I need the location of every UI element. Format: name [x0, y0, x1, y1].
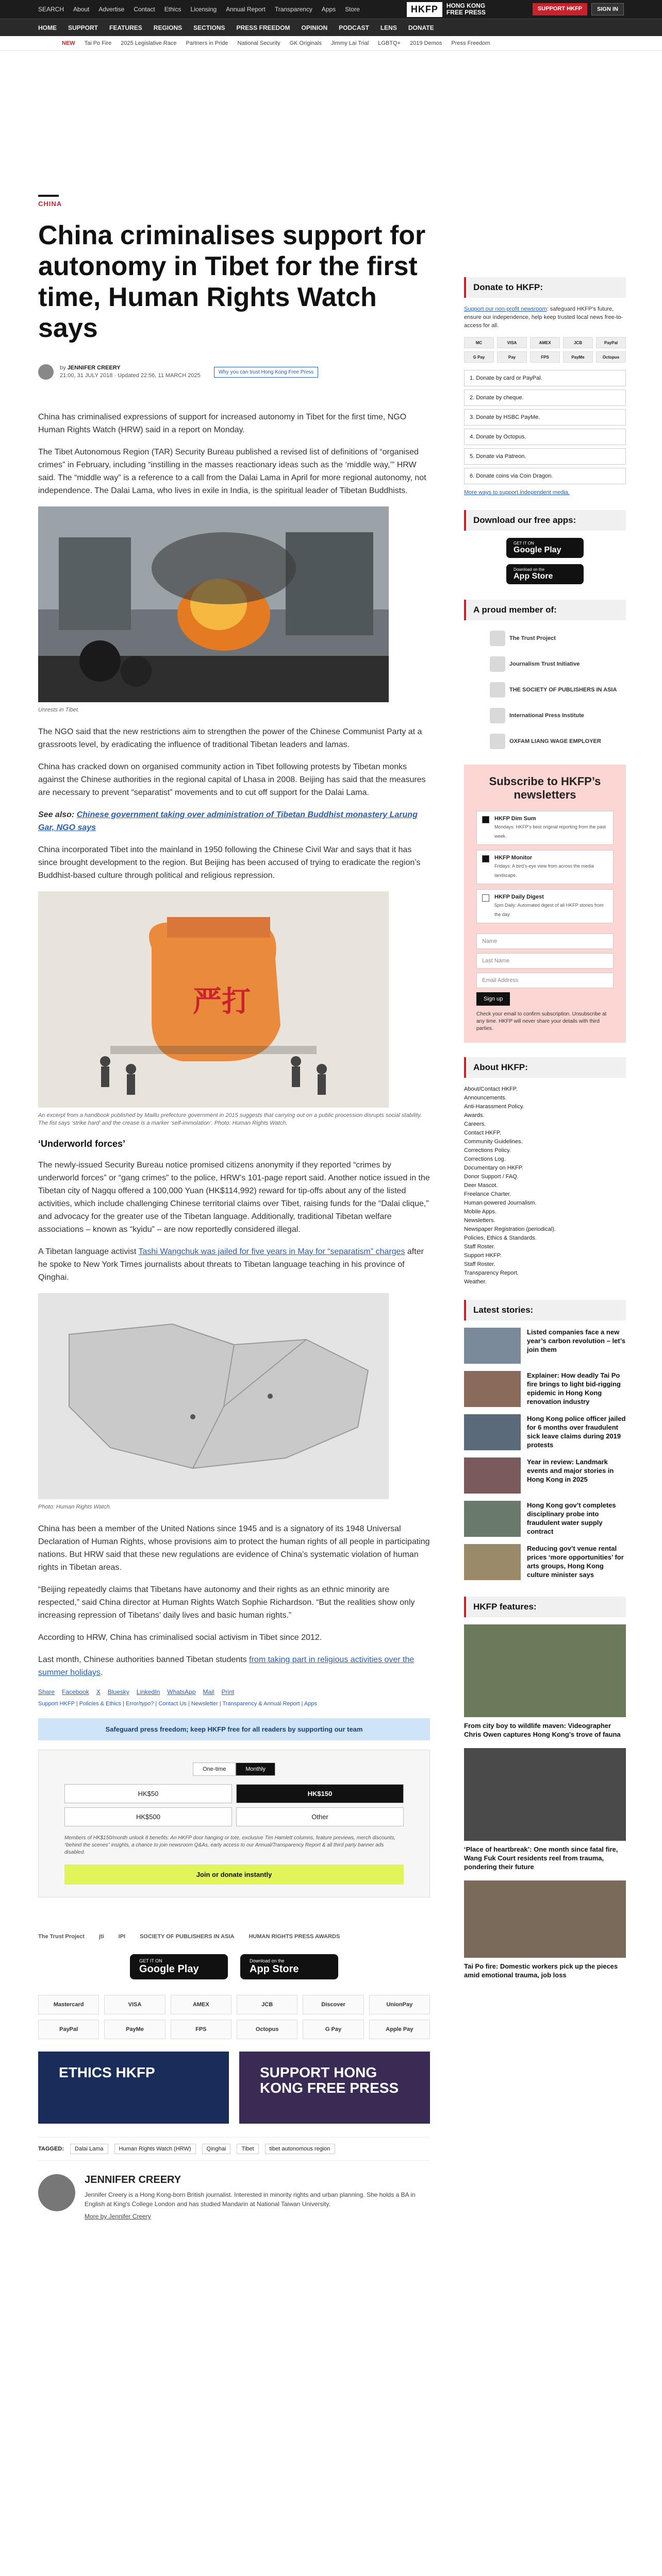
about-item[interactable]: Mobile Apps. — [464, 1209, 496, 1215]
email-field[interactable]: Email Address — [476, 973, 614, 988]
about-item[interactable]: Careers. — [464, 1121, 486, 1127]
story-title: Reducing gov’t venue rental prices ‘more opportunities’ for arts groups, Hong Kong culture minister says — [527, 1545, 624, 1579]
logo-mark: HKFP — [407, 2, 442, 17]
amount-option[interactable]: HK$500 — [64, 1807, 232, 1826]
donate-option[interactable]: 6. Donate coins via Coin Dragon. — [464, 468, 626, 484]
donate-text — [464, 305, 626, 330]
paragraph: China has been a member of the United Nations since 1945 and is a signatory of its 1948 Universal Declaration of Human Rights, whose provisions aim to protect the human rights of all people in participating nations. But HRW said that these new regulations are evidence of China’s systematic violation of human rights in Tibetan areas. — [38, 1524, 430, 1572]
sidebar — [464, 277, 626, 1989]
trending-item[interactable]: LGBTQ+ — [378, 40, 401, 46]
share-x[interactable]: X — [96, 1688, 101, 1696]
donate-option[interactable]: 5. Donate via Patreon. — [464, 448, 626, 465]
sopa-logo[interactable]: SOCIETY OF PUBLISHERS IN ASIA — [140, 1934, 235, 1940]
paragraph: China has cracked down on organised community action in Tibet following protests by Tibetan monks against the Chinese authorities in the regional capital of Lhasa in 2008. Beijing has said that the measures are necessary to prevent “separatist” movements and to cut off support for the Dalai Lama. — [38, 762, 426, 797]
features-title: HKFP features: — [464, 1597, 626, 1617]
share-whatsapp[interactable]: WhatsApp — [167, 1688, 196, 1696]
sidebar-google-play[interactable] — [506, 538, 584, 558]
about-link[interactable]: About — [73, 6, 90, 13]
sign-in-button[interactable]: SIGN IN — [591, 3, 624, 15]
share-bluesky[interactable]: Bluesky — [107, 1688, 129, 1696]
newsletter-option[interactable] — [476, 811, 614, 845]
tag-item[interactable]: Dalai Lama — [70, 2144, 108, 2154]
feature-title: From city boy to wildlife maven: Videographer Chris Owen captures Hong Kong’s trove of fauna — [464, 1722, 621, 1738]
newsletter-signup — [464, 765, 626, 1043]
story-title: Year in review: Landmark events and major stories in Hong Kong in 2025 — [527, 1458, 614, 1483]
nav-sections[interactable]: SECTIONS — [193, 24, 225, 31]
google-play-label: Google Play — [139, 1963, 199, 1975]
support-hkfp-button[interactable]: SUPPORT HKFP — [533, 3, 587, 15]
story-title: Hong Kong police officer jailed for 6 months over fraudulent sick leave claims during 2019 protests — [527, 1415, 626, 1449]
member-benefits: Members of HK$150/month unlock 8 benefits: An HKFP door hanging or tote, exclusive Tim Hamlett columns, feature previews, merch discounts, “behind the scenes” insights, a chance to join newsroom Q&As, early access to our Annual/Transparency Report & all third party banner ads disabled. — [64, 1835, 396, 1855]
share-facebook[interactable]: Facebook — [62, 1688, 89, 1696]
feature-title: ‘Place of heartbreak’: One month since fatal fire, Wang Fuk Court residents reel from trauma, pondering their future — [464, 1845, 618, 1871]
share-label: Share — [38, 1688, 55, 1696]
map-caption: Photo: Human Rights Watch. — [38, 1504, 111, 1510]
promo-banners — [38, 2052, 430, 2124]
story-title: Hong Kong gov’t completes disciplinary probe into fraudulent water supply contract — [527, 1501, 616, 1535]
trending-item[interactable]: National Security — [237, 40, 280, 46]
nav-regions[interactable]: REGIONS — [153, 24, 183, 31]
new-badge: NEW — [62, 40, 75, 46]
share-linkedin[interactable]: LinkedIn — [136, 1688, 160, 1696]
licensing-link[interactable]: Licensing — [190, 6, 217, 13]
about-item[interactable]: Policies, Ethics & Standards. — [464, 1235, 537, 1241]
photo-illustration — [38, 506, 389, 702]
jti-logo[interactable]: jti — [98, 1934, 104, 1940]
nav-features[interactable]: FEATURES — [109, 24, 142, 31]
tag-item[interactable]: Qinghai — [202, 2144, 231, 2154]
trending-item[interactable]: Press Freedom — [451, 40, 490, 46]
checkbox-icon[interactable] — [482, 816, 489, 823]
member-item[interactable] — [490, 708, 626, 723]
name-field[interactable]: Name — [476, 934, 614, 949]
app-store-small: Download on the — [250, 1958, 285, 1963]
about-item[interactable]: Freelance Charter. — [464, 1191, 511, 1197]
about-item[interactable]: About/Contact HKFP. — [464, 1086, 518, 1092]
apps-title: Download our free apps: — [464, 510, 626, 531]
app-store-label: App Store — [250, 1963, 299, 1975]
oxfam-icon — [490, 734, 505, 749]
trending-item[interactable]: 2025 Legislative Race — [121, 40, 177, 46]
store-link[interactable]: Store — [345, 6, 360, 13]
story-thumbnail — [464, 1544, 521, 1580]
feature-image — [464, 1748, 626, 1841]
amount-option-selected[interactable]: HK$150 — [236, 1784, 404, 1803]
donate-text-body: : safeguard HKFP’s future, ensure our independence, help keep trusted local news free-to-access for all. — [464, 306, 623, 329]
amount-option[interactable]: HK$50 — [64, 1784, 232, 1803]
paypal-icon: PayPal — [38, 2020, 99, 2039]
about-item[interactable]: Anti-Harassment Policy. — [464, 1104, 524, 1110]
publish-dates: 21:00, 31 JULY 2018 · Updated 22:56, 11 MARCH 2025 — [60, 372, 201, 379]
google-play-small: GET IT ON — [139, 1958, 162, 1963]
amount-option-other[interactable]: Other — [236, 1807, 404, 1826]
tag-item[interactable]: Tibet — [237, 2144, 258, 2154]
frequency-toggle — [64, 1762, 404, 1776]
nav-lens[interactable]: LENS — [380, 24, 397, 31]
donate-banner[interactable]: Safeguard press freedom; keep HKFP free for all readers by supporting our team — [38, 1718, 430, 1740]
paragraph: According to HRW, China has criminalised social activism in Tibet since 2012. — [38, 1633, 322, 1642]
map-illustration — [38, 1293, 389, 1499]
share-row — [38, 1688, 430, 1696]
feature-item[interactable] — [464, 1748, 626, 1871]
app-store-label: App Store — [514, 572, 553, 581]
feature-image — [464, 1880, 626, 1958]
story-item[interactable] — [464, 1501, 626, 1537]
annual-report-link[interactable]: Annual Report — [226, 6, 266, 13]
member-label: The Trust Project — [509, 635, 556, 641]
about-item[interactable]: Documentary on HKFP. — [464, 1165, 523, 1171]
newsletter-desc: 5pm Daily: Automated digest of all HKFP stories from the day. — [494, 903, 604, 917]
unionpay-icon: UnionPay — [369, 1995, 430, 2014]
story-title: Listed companies face a new year’s carbon revolution – let’s join them — [527, 1328, 625, 1353]
apps-link[interactable]: Apps — [321, 6, 336, 13]
paragraph: The newly-issued Security Bureau notice promised citizens anonymity if they reported “crimes by underworld forces” or “gang crimes” to the police, HRW’s 101-page report said. Another notice issued in the Tibetan city of Nagqu offered a 100,000 Yuan (HK$114,992) reward for tip-offs about any of the listed activities, which include challenging Chinese territorial claims over Tibet, raising funds for the “Dalai clique,” and advocacy for the greater use of the Tibetan language. Additionally, traditional Tibetan welfare associations – known as “kyidu” – are now reportedly considered illegal. — [38, 1161, 430, 1234]
about-item[interactable]: Newspaper Registration (periodical). — [464, 1226, 556, 1232]
article-headline: China criminalises support for autonomy in Tibet for the first time, Human Rights Watch says — [38, 221, 426, 343]
paragraph: The Tibet Autonomous Region (TAR) Security Bureau published a revised list of definitions of “organised crimes” in February, including “instilling in the masses reactionary ideas such as the ‘middle way,’” HRW said. The “middle way” is a reference to a call from the Dalai Lama in April for more regional autonomy, not independence. The Dalai Lama, who lives in exile in India, is the spiritual leader of Tibetan Buddhists. — [38, 448, 426, 495]
ethics-promo[interactable]: ETHICS HKFP — [38, 2052, 229, 2124]
top-actions — [533, 3, 624, 15]
donate-widget — [38, 1750, 430, 1897]
member-label: OXFAM LIANG WAGE EMPLOYER — [509, 738, 601, 744]
member-item[interactable] — [490, 682, 626, 698]
nav-opinion[interactable]: OPINION — [301, 24, 328, 31]
discover-icon: Discover — [303, 1995, 363, 2014]
support-promo[interactable]: SUPPORT HONG KONG FREE PRESS — [239, 2052, 430, 2124]
paragraph: China has criminalised expressions of support for increased autonomy in Tibet for the first time, NGO Human Rights Watch (HRW) said in a report on Monday. — [38, 413, 407, 434]
paragraph-text: . — [100, 1668, 103, 1677]
poster-chinese-text: 严打 — [193, 985, 251, 1019]
trending-item[interactable]: Tai Po Fire — [84, 40, 112, 46]
paragraph — [38, 1653, 430, 1679]
author-name[interactable]: JENNIFER CREERY — [67, 365, 121, 371]
ipi-icon — [490, 708, 505, 723]
trending-item[interactable]: Jimmy Lai Trial — [330, 40, 369, 46]
search-link[interactable]: SEARCH — [38, 6, 64, 13]
feature-image — [464, 1624, 626, 1717]
newsletter-title: Subscribe to HKFP’s newsletters — [489, 775, 601, 801]
about-item[interactable]: Staff Roster. — [464, 1244, 495, 1250]
octopus-icon: Octopus — [596, 351, 626, 363]
trending-item[interactable]: 2019 Demos — [410, 40, 442, 46]
tags-row — [38, 2137, 430, 2161]
story-title: Explainer: How deadly Tai Po fire brings to light bid-rigging epidemic in Hong Kong renovation industry — [527, 1371, 621, 1405]
paypal-icon: PayPal — [596, 337, 626, 348]
story-item[interactable] — [464, 1414, 626, 1450]
donate-option[interactable]: 3. Donate by HSBC PayMe. — [464, 409, 626, 426]
member-title: A proud member of: — [464, 600, 626, 620]
story-item[interactable] — [464, 1544, 626, 1580]
newsletter-name: HKFP Monitor — [494, 855, 533, 861]
byline: by JENNIFER CREERY 21:00, 31 JULY 2018 · Updated 22:56, 11 MARCH 2025 — [60, 365, 201, 379]
site-logo[interactable] — [407, 2, 486, 17]
author-block-name[interactable]: JENNIFER CREERY — [85, 2174, 181, 2185]
app-store-row — [38, 1954, 430, 1979]
visa-icon: VISA — [104, 1995, 165, 2014]
trending-item[interactable]: Partners in Pride — [186, 40, 228, 46]
see-also-link[interactable]: Chinese government taking over administration of Tibetan Buddhist monastery Larung Gar, NGO says — [38, 810, 418, 832]
byline-row — [38, 364, 430, 380]
subheading: ‘Underworld forces’ — [38, 1139, 126, 1149]
google-play-small: GET IT ON — [514, 541, 534, 546]
mastercard-icon: Mastercard — [38, 1995, 99, 2014]
newsletter-note: Check your email to confirm subscription. Unsubscribe at any time. HKFP will never share your details with third parties. — [476, 1011, 607, 1031]
newsletter-name: HKFP Dim Sum — [494, 816, 536, 822]
about-title: About HKFP: — [464, 1057, 626, 1078]
share-print[interactable]: Print — [221, 1688, 235, 1696]
tibet-map-image — [38, 1293, 389, 1499]
amex-icon: AMEX — [171, 1995, 231, 2014]
mastercard-icon: MC — [464, 337, 494, 348]
ethics-link[interactable]: Ethics — [164, 6, 181, 13]
nav-press-freedom[interactable]: PRESS FREEDOM — [236, 24, 290, 31]
photo-caption: Unrests in Tibet. — [38, 707, 79, 713]
hrpa-logo[interactable]: HUMAN RIGHTS PRESS AWARDS — [249, 1934, 340, 1940]
join-donate-button[interactable]: Join or donate instantly — [64, 1865, 404, 1885]
nav-donate[interactable]: DONATE — [408, 24, 434, 31]
newsletter-name: HKFP Daily Digest — [494, 894, 544, 900]
trending-item[interactable]: GK Originals — [289, 40, 322, 46]
about-item[interactable]: Deer Mascot. — [464, 1182, 498, 1189]
about-item[interactable]: Weather. — [464, 1279, 487, 1285]
apple-pay-icon: Apple Pay — [369, 2020, 430, 2039]
fps-icon: FPS — [171, 2020, 231, 2039]
nav-home[interactable]: HOME — [38, 24, 57, 31]
donate-option[interactable]: 2. Donate by cheque. — [464, 389, 626, 406]
author-block — [38, 2174, 430, 2221]
tashi-wangchuk-link[interactable]: Tashi Wangchuk was jailed for five years in May for “separatism” charges — [138, 1247, 405, 1256]
about-item[interactable]: Donor Support / FAQ. — [464, 1174, 519, 1180]
google-pay-icon: G Pay — [464, 351, 494, 363]
nav-support[interactable]: SUPPORT — [68, 24, 98, 31]
advertise-link[interactable]: Advertise — [98, 6, 125, 13]
donate-option[interactable]: 1. Donate by card or PayPal. — [464, 370, 626, 386]
about-item[interactable]: Contact HKFP. — [464, 1130, 501, 1136]
story-thumbnail — [464, 1458, 521, 1494]
article — [38, 195, 430, 2221]
member-label: International Press Institute — [509, 713, 584, 719]
donate-title: Donate to HKFP: — [464, 277, 626, 298]
app-store-button[interactable] — [240, 1954, 338, 1979]
story-item[interactable] — [464, 1458, 626, 1494]
top-utility-bar — [0, 0, 662, 19]
one-time-toggle[interactable]: One-time — [193, 1762, 236, 1776]
author-photo — [38, 2174, 75, 2211]
payment-methods — [38, 1995, 430, 2039]
religious-activities-link[interactable]: from taking part in religious activities over the summer holidays — [38, 1655, 415, 1677]
feature-item[interactable] — [464, 1880, 626, 1979]
utility-links — [38, 6, 360, 13]
google-play-button[interactable] — [130, 1954, 228, 1979]
story-thumbnail — [464, 1501, 521, 1537]
latest-title: Latest stories: — [464, 1300, 626, 1320]
about-item[interactable]: Community Guidelines. — [464, 1139, 523, 1145]
story-item[interactable] — [464, 1328, 626, 1364]
payme-icon: PayMe — [563, 351, 593, 363]
paragraph-text: Last month, Chinese authorities banned Tibetan students — [38, 1655, 250, 1664]
donate-option[interactable]: 4. Donate by Octopus. — [464, 429, 626, 445]
jcb-icon: JCB — [237, 1995, 297, 2014]
newsletter-option[interactable] — [476, 889, 614, 923]
more-ways-link[interactable]: More ways to support independent media. — [464, 489, 570, 496]
paragraph — [38, 1245, 430, 1284]
jcb-icon: JCB — [563, 337, 593, 348]
about-item[interactable]: Announcements. — [464, 1095, 507, 1101]
google-pay-icon: G Pay — [303, 2020, 363, 2039]
about-item[interactable]: Awards. — [464, 1112, 485, 1118]
see-also — [38, 808, 430, 834]
amount-options — [64, 1784, 404, 1826]
author-bio: Jennifer Creery is a Hong Kong-born British journalist. Interested in minority rights and urban planning. She holds a BA in English at King's College London and has studied Mandarin at National Taiwan University. — [85, 2191, 416, 2208]
about-item[interactable]: Support HKFP. — [464, 1252, 502, 1259]
member-label: Journalism Trust Initiative — [509, 661, 580, 667]
logo-line-1: HONG KONG — [446, 2, 486, 9]
paragraph: China incorporated Tibet into the mainland in 1950 following the Chinese Civil War and says that it has since brought development to the region. But Beijing has been accused of trying to eradicate the region’s Buddhist-based culture through political and religious repression. — [38, 845, 421, 880]
support-links[interactable]: Support HKFP | Policies & Ethics | Error/typo? | Contact Us | Newsletter | Transparency & Annual Report | Apps — [38, 1701, 317, 1707]
more-by-author-link[interactable]: More by Jennifer Creery — [85, 2213, 151, 2220]
about-item[interactable]: Transparency Report. — [464, 1270, 519, 1276]
octopus-icon: Octopus — [237, 2020, 297, 2039]
member-list — [490, 631, 626, 749]
amex-icon: AMEX — [530, 337, 560, 348]
paragraph-text: A Tibetan language activist — [38, 1247, 139, 1256]
checkbox-icon[interactable] — [482, 894, 489, 902]
sopa-icon — [490, 682, 505, 698]
support-newsroom-link[interactable]: Support our non-profit newsroom — [464, 306, 547, 312]
monthly-toggle[interactable]: Monthly — [236, 1762, 275, 1776]
about-item[interactable]: Corrections Log. — [464, 1156, 506, 1162]
app-store-small: Download on the — [514, 567, 545, 572]
paragraph: The NGO said that the new restrictions aim to strengthen the power of the Chinese Communist Party at a grassroots level, by eradicating the influence of traditional Tibetan leaders and lamas. — [38, 727, 422, 749]
story-thumbnail — [464, 1328, 521, 1364]
apple-pay-icon: Pay — [497, 351, 527, 363]
contact-link[interactable]: Contact — [134, 6, 155, 13]
logo-line-2: FREE PRESS — [446, 9, 486, 16]
story-thumbnail — [464, 1414, 521, 1450]
nav-podcast[interactable]: PODCAST — [339, 24, 369, 31]
see-also-label: See also: — [38, 810, 75, 819]
tibet-unrest-photo — [38, 506, 389, 702]
member-item[interactable] — [490, 631, 626, 646]
google-play-label: Google Play — [514, 546, 561, 554]
about-item[interactable]: Human-powered Journalism. — [464, 1200, 537, 1206]
member-item[interactable] — [490, 734, 626, 749]
about-list — [464, 1085, 626, 1286]
feature-title: Tai Po fire: Domestic workers pick up the pieces amid emotional trauma, job loss — [464, 1962, 618, 1979]
about-item[interactable]: Newsletters. — [464, 1217, 495, 1224]
checkbox-icon[interactable] — [482, 855, 489, 862]
jti-icon — [490, 656, 505, 672]
trending-bar — [0, 36, 662, 50]
newsletter-desc: Mondays: HKFP’s best original reporting from the past week. — [494, 824, 606, 839]
sidebar-payment-icons — [464, 337, 626, 363]
main-nav — [0, 19, 662, 36]
feature-item[interactable] — [464, 1624, 626, 1739]
sidebar-app-store[interactable] — [506, 564, 584, 584]
member-label: THE SOCIETY OF PUBLISHERS IN ASIA — [509, 687, 617, 693]
tags-label: TAGGED: — [38, 2146, 64, 2152]
section-label[interactable]: CHINA — [38, 195, 59, 208]
payme-icon: PayMe — [104, 2020, 165, 2039]
trust-project-icon — [490, 631, 505, 646]
tag-item[interactable]: tibet autonomous region — [265, 2144, 335, 2154]
visa-icon: VISA — [497, 337, 527, 348]
fps-icon: FPS — [530, 351, 560, 363]
member-item[interactable] — [490, 656, 626, 672]
author-avatar — [38, 364, 54, 380]
paragraph: “Beijing repeatedly claims that Tibetans have autonomy and their rights as an ethnic minority are respected,” said China director at Human Rights Watch Sophie Richardson. “But the realities show only increasing repression of Tibetans’ daily lives and basic human rights.” — [38, 1585, 415, 1620]
feature-stories — [464, 1624, 626, 1979]
sign-up-button[interactable]: Sign up — [476, 992, 510, 1006]
poster-caption: An excerpt from a handbook published by Maillu prefecture government in 2015 suggests that carrying out on a public procession disrupts social stability. The fist says ‘strike hard’ and the crease is a marker ‘self-immolation’. Photo: Human Rights Watch. — [38, 1112, 422, 1126]
logo-wordmark — [446, 3, 486, 16]
trust-button[interactable]: Why you can trust Hong Kong Free Press — [214, 367, 319, 378]
latest-stories — [464, 1328, 626, 1580]
trust-project-logo[interactable]: The Trust Project — [38, 1934, 85, 1940]
trust-logos — [38, 1934, 430, 1940]
last-name-field[interactable]: Last Name — [476, 953, 614, 969]
transparency-link[interactable]: Transparency — [274, 6, 312, 13]
newsletter-option[interactable] — [476, 850, 614, 884]
about-item[interactable]: Corrections Policy. — [464, 1147, 511, 1154]
ipi-logo[interactable]: IPI — [118, 1934, 126, 1940]
paragraph-text: after he spoke to New York Times journalists about threats to Tibetan language teaching in his province of Qinghai. — [38, 1247, 424, 1282]
about-item[interactable]: Staff Roster. — [464, 1261, 495, 1267]
story-item[interactable] — [464, 1371, 626, 1407]
share-mail[interactable]: Mail — [203, 1688, 214, 1696]
tag-item[interactable]: Human Rights Watch (HRW) — [114, 2144, 196, 2154]
newsletter-desc: Fridays: A bird’s-eye view from across the media landscape. — [494, 863, 594, 878]
story-thumbnail — [464, 1371, 521, 1407]
handbook-poster-image — [38, 891, 389, 1108]
